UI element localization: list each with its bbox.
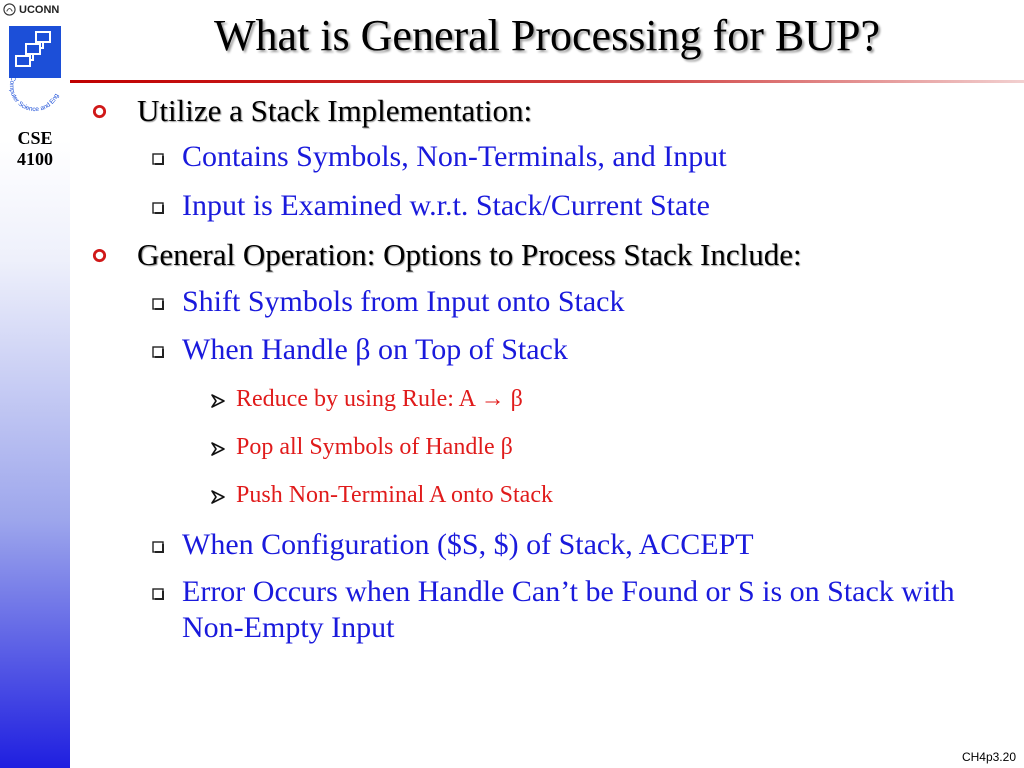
square-bullet-icon [152,346,164,358]
arrow-bullet-icon [210,393,226,409]
bullet-item-level-2 [152,527,994,563]
square-bullet-icon [152,202,164,214]
department-logo-text: Computer Science and Eng [7,75,61,114]
square-bullet-icon [152,298,164,310]
bullet-item-level-1 [88,92,532,129]
bullet-text: Reduce by using Rule: A → β [236,386,523,412]
course-code [0,128,70,170]
title-divider [70,80,1024,83]
bullet-text: When Handle β on Top of Stack [182,333,568,366]
square-bullet-icon [152,588,164,600]
slide-number: CH4p3.20 [961,750,1016,764]
bullet-text: Shift Symbols from Input onto Stack [182,285,625,318]
sidebar [0,0,70,768]
slide-title: What is General Processing for BUP? [214,11,880,60]
bullet-text: Utilize a Stack Implementation: [137,93,533,128]
square-bullet-icon [152,541,164,553]
bullet-text: When Configuration ($S, $) of Stack, ACCEPT [182,528,754,561]
bullet-text: General Operation: Options to Process Stack Include: [137,237,802,272]
bullet-text: Input is Examined w.r.t. Stack/Current State [182,189,710,222]
bullet-item-level-2 [152,139,994,175]
institution-name: UCONN [19,3,60,16]
department-logo-icon [6,22,64,118]
bullet-item-level-2 [152,332,994,368]
institution-mark [3,3,59,16]
bullet-item-level-1 [88,236,802,273]
bullet-text: Pop all Symbols of Handle β [236,434,513,460]
bullet-item-level-3 [210,433,513,462]
circle-bullet-icon [92,104,107,119]
bullet-item-level-3 [210,385,523,414]
bullet-item-level-2 [152,574,994,646]
bullet-text: Contains Symbols, Non-Terminals, and Input [182,140,727,173]
course-number: 4100 [17,149,53,169]
arrow-bullet-icon [210,489,226,505]
square-bullet-icon [152,153,164,165]
bullet-item-level-3 [210,481,553,510]
bullet-item-level-2 [152,188,994,224]
arrow-bullet-icon [210,441,226,457]
bullet-text: Error Occurs when Handle Can’t be Found or S is on Stack with Non-Empty Input [182,575,955,644]
bullet-text: Push Non-Terminal A onto Stack [236,482,553,508]
circle-bullet-icon [92,248,107,263]
course-prefix: CSE [17,128,53,148]
seal-icon [3,3,16,16]
bullet-item-level-2 [152,284,994,320]
